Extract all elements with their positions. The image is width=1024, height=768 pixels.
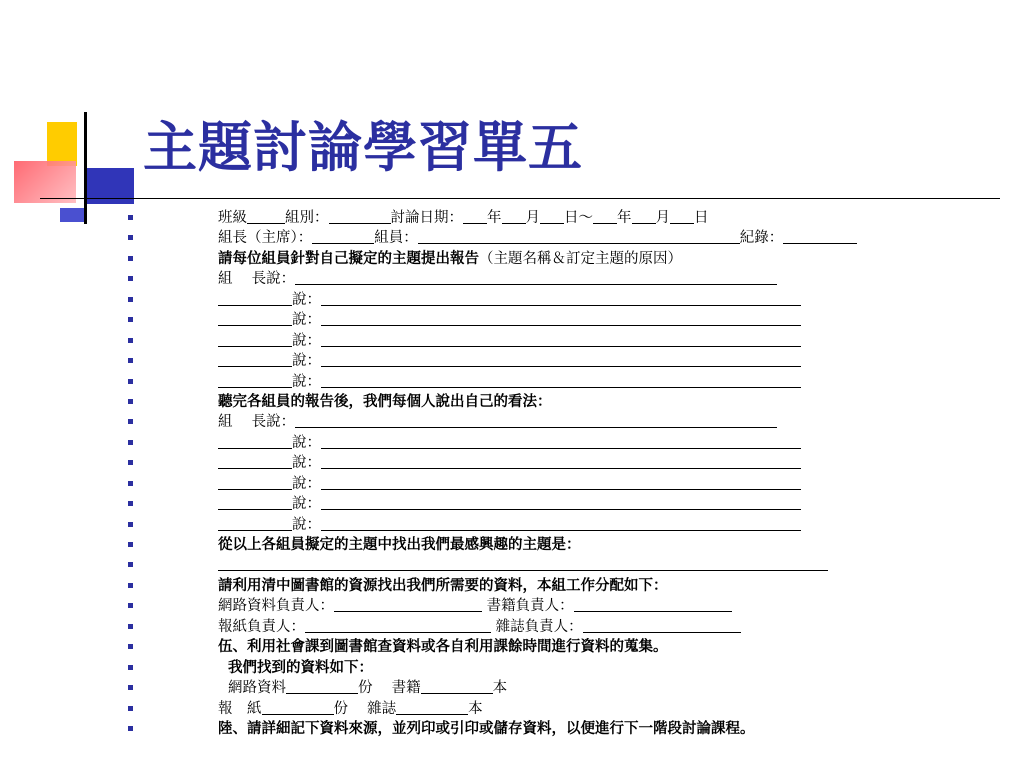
bullet-icon bbox=[128, 624, 133, 629]
blank-member-name[interactable] bbox=[218, 331, 292, 347]
blank-member-opinion[interactable] bbox=[321, 474, 801, 490]
bullet-icon bbox=[128, 542, 133, 547]
list-item: 說： bbox=[0, 515, 1024, 535]
bullet-icon bbox=[128, 665, 133, 670]
bullet-icon bbox=[128, 297, 133, 302]
list-item bbox=[0, 555, 1024, 575]
blank-member-name[interactable] bbox=[218, 372, 292, 388]
list-item: 班級 組別： 討論日期： 年 月 日～ 年 月 日 bbox=[0, 208, 1024, 228]
blank-web-owner[interactable] bbox=[334, 596, 482, 612]
list-item: 報紙負責人： 雜誌負責人： bbox=[0, 617, 1024, 637]
list-item: 組長（主席）： 組員： 紀錄： bbox=[0, 228, 1024, 248]
list-item: 聽完各組員的報告後，我們每個人說出自己的看法： bbox=[0, 392, 1024, 412]
bullet-icon bbox=[128, 256, 133, 261]
blank-member-opinion[interactable] bbox=[321, 433, 801, 449]
list-item: 網路資料 份 書籍 本 bbox=[0, 678, 1024, 698]
bullet-icon bbox=[128, 685, 133, 690]
bullet-icon bbox=[128, 481, 133, 486]
blank-member-report[interactable] bbox=[321, 331, 801, 347]
blank-member-report[interactable] bbox=[321, 290, 801, 306]
blank-chosen-topic[interactable] bbox=[218, 555, 828, 571]
bullet-icon bbox=[128, 215, 133, 220]
list-item: 報 紙 份 雜誌 本 bbox=[0, 699, 1024, 719]
blank-month-end[interactable] bbox=[632, 208, 656, 224]
bullet-icon bbox=[128, 562, 133, 567]
deco-red-square bbox=[14, 161, 76, 203]
list-item: 說： bbox=[0, 290, 1024, 310]
blank-member-name[interactable] bbox=[218, 290, 292, 306]
blank-book-count[interactable] bbox=[421, 678, 493, 694]
blank-magazine-count[interactable] bbox=[396, 699, 468, 715]
bullet-icon bbox=[128, 235, 133, 240]
list-item: 說： bbox=[0, 310, 1024, 330]
blank-book-owner[interactable] bbox=[574, 596, 732, 612]
list-item: 從以上各組員擬定的主題中找出我們最感興趣的主題是： bbox=[0, 535, 1024, 555]
page-title: 主題討論學習單五 bbox=[143, 115, 583, 179]
blank-class[interactable] bbox=[247, 208, 285, 224]
list-item: 網路資料負責人： 書籍負責人： bbox=[0, 596, 1024, 616]
bullet-icon bbox=[128, 317, 133, 322]
list-item: 我們找到的資料如下： bbox=[0, 658, 1024, 678]
blank-member-name[interactable] bbox=[218, 515, 292, 531]
list-item: 陸、請詳細記下資料來源，並列印或引印或儲存資料，以便進行下一階段討論課程。 bbox=[0, 719, 1024, 739]
list-item: 說： bbox=[0, 433, 1024, 453]
list-item: 組 長說： bbox=[0, 412, 1024, 432]
blank-day-start[interactable] bbox=[540, 208, 564, 224]
list-item: 說： bbox=[0, 453, 1024, 473]
bullet-icon bbox=[128, 706, 133, 711]
bullet-icon bbox=[128, 338, 133, 343]
blank-day-end[interactable] bbox=[670, 208, 694, 224]
blank-year-start[interactable] bbox=[463, 208, 487, 224]
blank-member-name[interactable] bbox=[218, 351, 292, 367]
list-item: 說： bbox=[0, 494, 1024, 514]
blank-member-name[interactable] bbox=[218, 453, 292, 469]
bullet-icon bbox=[128, 603, 133, 608]
blank-recorder[interactable] bbox=[783, 228, 857, 244]
list-item: 說： bbox=[0, 372, 1024, 392]
blank-member-report[interactable] bbox=[321, 351, 801, 367]
blank-member-opinion[interactable] bbox=[321, 515, 801, 531]
blank-leader-opinion[interactable] bbox=[295, 412, 777, 428]
blank-paper-owner[interactable] bbox=[305, 617, 491, 633]
blank-month-start[interactable] bbox=[502, 208, 526, 224]
bullet-icon bbox=[128, 440, 133, 445]
bullet-icon bbox=[128, 379, 133, 384]
blank-member-name[interactable] bbox=[218, 494, 292, 510]
blank-year-end[interactable] bbox=[593, 208, 617, 224]
blank-member-name[interactable] bbox=[218, 433, 292, 449]
blank-web-count[interactable] bbox=[286, 678, 358, 694]
list-item: 伍、利用社會課到圖書館查資料或各自利用課餘時間進行資料的蒐集。 bbox=[0, 637, 1024, 657]
bullet-icon bbox=[128, 644, 133, 649]
bullet-icon bbox=[128, 522, 133, 527]
blank-leader[interactable] bbox=[312, 228, 374, 244]
bullet-icon bbox=[128, 460, 133, 465]
list-item: 說： bbox=[0, 351, 1024, 371]
worksheet-body bbox=[0, 208, 1024, 739]
blank-member-name[interactable] bbox=[218, 310, 292, 326]
deco-yellow-square bbox=[47, 122, 77, 166]
blank-group[interactable] bbox=[329, 208, 391, 224]
list-item: 說： bbox=[0, 331, 1024, 351]
bullet-icon bbox=[128, 583, 133, 588]
blank-member-opinion[interactable] bbox=[321, 453, 801, 469]
blank-magazine-owner[interactable] bbox=[583, 617, 741, 633]
list-item: 說： bbox=[0, 474, 1024, 494]
blank-member-name[interactable] bbox=[218, 474, 292, 490]
blank-member-report[interactable] bbox=[321, 310, 801, 326]
blank-paper-count[interactable] bbox=[262, 699, 334, 715]
blank-members[interactable] bbox=[418, 228, 740, 244]
bullet-icon bbox=[128, 399, 133, 404]
bullet-icon bbox=[128, 276, 133, 281]
list-item: 請每位組員針對自己擬定的主題提出報告（主題名稱＆訂定主題的原因） bbox=[0, 249, 1024, 269]
deco-horizontal-line bbox=[40, 198, 1000, 199]
bullet-icon bbox=[128, 501, 133, 506]
list-item: 組 長說： bbox=[0, 269, 1024, 289]
blank-member-report[interactable] bbox=[321, 372, 801, 388]
list-item: 請利用清中圖書館的資源找出我們所需要的資料，本組工作分配如下： bbox=[0, 576, 1024, 596]
blank-member-opinion[interactable] bbox=[321, 494, 801, 510]
bullet-icon bbox=[128, 726, 133, 731]
blank-leader-report[interactable] bbox=[295, 269, 777, 285]
bullet-icon bbox=[128, 358, 133, 363]
bullet-icon bbox=[128, 419, 133, 424]
